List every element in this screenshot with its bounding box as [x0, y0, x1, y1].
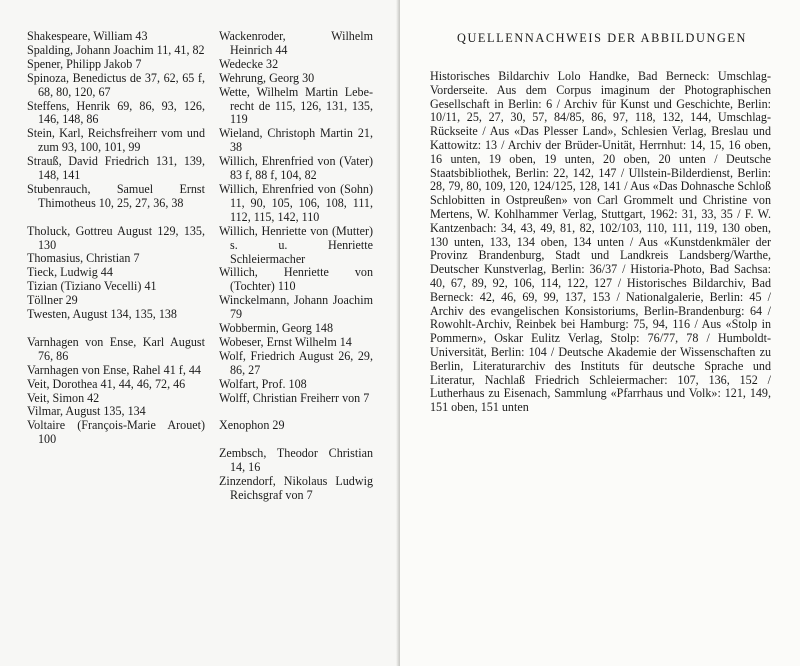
index-entry: Winckelmann, Johann Joachim 79: [219, 293, 373, 322]
index-entry: Stubenrauch, Samuel Ernst Thimotheus 10, 25, 27, 36, 38: [27, 181, 205, 210]
index-entry: Thomasius, Christian 7: [27, 251, 140, 266]
index-entry: Zinzendorf, Nikolaus Ludwig Reichsgraf von 7: [219, 473, 373, 502]
index-entry: Tholuck, Gottreu August 129, 135, 130: [27, 223, 205, 252]
index-entry: Vilmar, August 135, 134: [27, 404, 146, 419]
index-entry: Tizian (Tiziano Vecelli) 41: [27, 279, 157, 294]
page-heading: QUELLENNACHWEIS DER ABBILDUNGEN: [456, 31, 748, 45]
index-entry: Wobeser, Ernst Wilhelm 14: [219, 334, 352, 349]
index-column-1: [27, 30, 205, 447]
index-entry: Voltaire (François-Marie Arouet) 100: [27, 418, 205, 447]
index-entry: Willich, Henriette von (Mutter) s. u. Henriette Schleiermacher: [219, 223, 373, 266]
letter-group-gap: [219, 405, 373, 419]
index-entry: Zembsch, Theodor Christian 14, 16: [219, 446, 373, 475]
index-entry: Wobbermin, Georg 148: [219, 321, 334, 336]
letter-group-gap: [27, 211, 205, 225]
index-entry: Stein, Karl, Reichsfreiherr vom und zum 93, 100, 101, 99: [27, 126, 205, 155]
index-entry: Wette, Wilhelm Martin Leberecht de 115, 126, 131, 135, 119: [219, 84, 373, 127]
index-entry: Willich, Ehrenfried von (Vater) 83 f, 88 f, 104, 82: [219, 154, 373, 183]
index-entry: Wedecke 32: [219, 56, 279, 71]
index-entry: Shakespeare, William 43: [27, 29, 148, 43]
image-credits-text: Historisches Bildarchiv Lolo Handke, Bad Berneck: Umschlag-Vorderseite. Aus dem Corpus imaginum der Photographischen Gesellschaft in Berlin: 6 / Archiv für Kunst und Geschichte, Berlin: 10/11, 25, 27, 30, 57, 84/85, 86, 97, 118, 132, 144, Umschlag-Rückseite / Aus «Das Plesser Land», Schlesien Verlag, Breslau und Kattowitz: 13 / Archiv der Brüder-Unität, Herrnhut: 14, 15, 16 oben, 16 unten, 19 oben, 19 unten, 20 oben, 20 unten / Deutsche Staatsbibliothek, Berlin: 22, 142, 147 / Ullstein-Bilderdienst, Berlin: 28, 79, 80, 109, 120, 124/125, 128, 141 / Aus «Das Dohnasche Schloß Schlobitten in Ostpreußen» von Carl Grommelt und Christine von Mertens, W. Kohlhammer Verlag, Stuttgart, 1962: 31, 33, 35 / F. W. Kantzenbach: 34, 43, 49, 81, 82, 102/103, 110, 111, 119, 130 oben, 130 unten, 133, 134 oben, 134 unten / Aus «Kunstdenkmäler der Provinz Brandenburg, Stadt und Landkreis Landsberg/Warthe, Deutscher Kunstverlag, Berlin: 36/37 / Historia-Photo, Bad Sachsa: 40, 67, 89, 92, 106, 114, 122, 127 / Historisches Bildarchiv, Bad Berneck: 42, 46, 69, 99, 137, 153 / Nationalgalerie, Berlin: 45 / Archiv des evangelischen Konsistoriums, Berlin-Brandenburg: 64 / Rowohlt-Archiv, Reinbek bei Hamburg: 75, 94, 116 / Aus «Stolp in Pommern», Oskar Eulitz Verlag, Stolp: 76/77, 78 / Humboldt-Universität, Berlin: 104 / Deutsche Akademie der Wissenschaften zu Berlin, Literaturarchiv des Instituts für deutsche Sprache und Literatur, Nachlaß Friedrich Schleiermacher: 107, 136, 152 / Lutherhaus zu Eisenach, Sammlung «Pfarrhaus und Volk»: 121, 149, 151 oben, 151 unten: [430, 69, 771, 415]
index-entry: Wieland, Christoph Martin 21, 38: [219, 126, 373, 155]
letter-group-gap: [27, 322, 205, 336]
index-entry: Strauß, David Friedrich 131, 139, 148, 141: [27, 154, 205, 183]
index-entry: Willich, Ehrenfried von (Sohn) 11, 90, 105, 106, 108, 111, 112, 115, 142, 110: [219, 181, 373, 224]
index-entry: Willich, Henriette von (Tochter) 110: [219, 265, 373, 294]
index-entry: Varnhagen von Ense, Rahel 41 f, 44: [27, 362, 201, 377]
index-entry: Veit, Dorothea 41, 44, 46, 72, 46: [27, 376, 186, 391]
index-entry: Wolfart, Prof. 108: [219, 376, 307, 391]
index-entry: Wolff, Christian Freiherr von 7: [219, 390, 370, 405]
index-entry: Töllner 29: [27, 293, 78, 308]
index-entry: Steffens, Henrik 69, 86, 93, 126, 146, 148, 86: [27, 98, 205, 127]
index-entry: Tieck, Ludwig 44: [27, 265, 113, 280]
index-entry: Wackenroder, Wilhelm Heinrich 44: [219, 29, 373, 57]
index-entry: Spinoza, Benedictus de 37, 62, 65 f, 68, 80, 120, 67: [27, 70, 205, 99]
index-entry: Spener, Philipp Jakob 7: [27, 56, 142, 71]
letter-group-gap: [219, 433, 373, 447]
index-entry: Spalding, Johann Joachim 11, 41, 82: [27, 42, 205, 57]
index-column-2: [219, 30, 373, 503]
index-entry: Wehrung, Georg 30: [219, 70, 315, 85]
index-entry: Varnhagen von Ense, Karl August 76, 86: [27, 334, 205, 363]
index-entry: Veit, Simon 42: [27, 390, 100, 405]
index-entry: Twesten, August 134, 135, 138: [27, 307, 177, 322]
index-entry: Xenophon 29: [219, 418, 285, 433]
index-entry: Wolf, Friedrich August 26, 29, 86, 27: [219, 348, 373, 377]
